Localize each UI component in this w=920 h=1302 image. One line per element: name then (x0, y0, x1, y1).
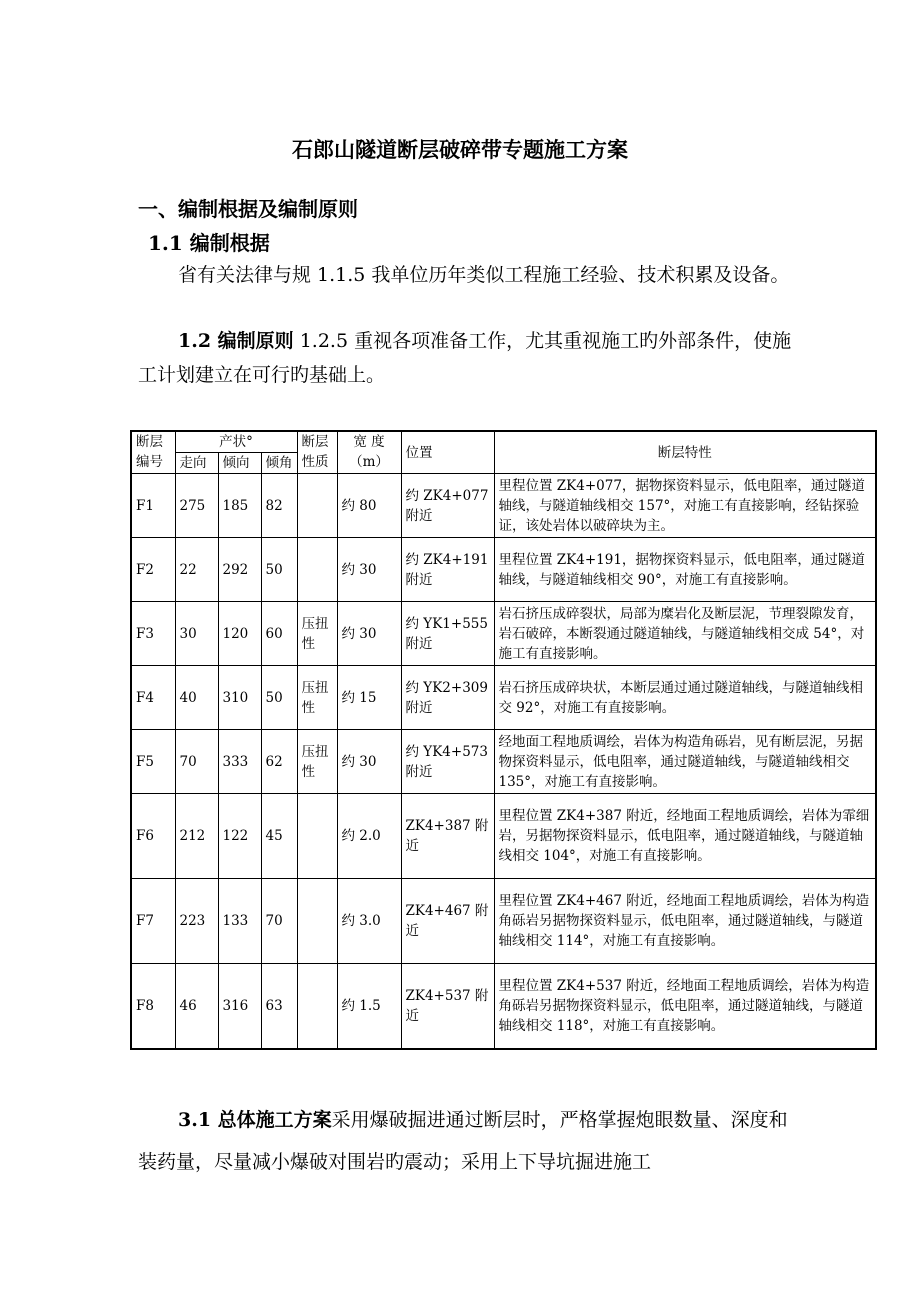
table-row (131, 474, 876, 538)
cell-features: 里程位置 ZK4+191，据物探资料显示，低电阻率，通过隧道轴线，与隧道轴线相交 90°，对施工有直接影响。 (494, 538, 876, 602)
cell-dip-angle: 82 (261, 474, 297, 538)
header-strike: 走向 (175, 453, 218, 474)
fault-table (130, 430, 877, 1050)
header-location: 位置 (401, 431, 494, 474)
cell-nature (297, 964, 337, 1049)
cell-nature (297, 879, 337, 964)
paragraph-basis: 省有关法律与规 1.1.5 我单位历年类似工程施工经验、技术积累及设备。 (178, 264, 790, 286)
paragraph-overall-plan (138, 1099, 798, 1183)
cell-features: 经地面工程地质调绘，岩体为构造角砾岩，见有断层泥，另据物探资料显示，低电阻率，通过隧道轴线，与隧道轴线相交 135°，对施工有直接影响。 (494, 730, 876, 794)
cell-id: F2 (131, 538, 175, 602)
cell-dip-direction: 133 (218, 879, 261, 964)
cell-nature: 压扭性 (297, 730, 337, 794)
cell-width: 约 3.0 (337, 879, 401, 964)
cell-width: 约 1.5 (337, 964, 401, 1049)
cell-location: 约 YK2+309 附近 (401, 666, 494, 730)
header-fault-id: 断层编号 (131, 431, 175, 474)
cell-features: 岩石挤压成碎块状，本断层通过通过隧道轴线，与隧道轴线相交 92°，对施工有直接影响。 (494, 666, 876, 730)
cell-id: F8 (131, 964, 175, 1049)
cell-dip-angle: 60 (261, 602, 297, 666)
cell-dip-angle: 70 (261, 879, 297, 964)
cell-id: F4 (131, 666, 175, 730)
cell-id: F1 (131, 474, 175, 538)
cell-dip-direction: 185 (218, 474, 261, 538)
cell-dip-direction: 120 (218, 602, 261, 666)
cell-strike: 22 (175, 538, 218, 602)
header-dip-direction: 倾向 (218, 453, 261, 474)
section-heading-1: 一、编制根据及编制原则 (138, 197, 358, 221)
cell-width: 约 2.0 (337, 794, 401, 879)
cell-strike: 70 (175, 730, 218, 794)
principles-heading: 1.2 编制原则 (178, 330, 294, 352)
cell-dip-direction: 122 (218, 794, 261, 879)
cell-width: 约 80 (337, 474, 401, 538)
cell-dip-angle: 63 (261, 964, 297, 1049)
table-row (131, 730, 876, 794)
cell-features: 岩石挤压成碎裂状，局部为糜岩化及断层泥，节理裂隙发育，岩石破碎，本断裂通过隧道轴线，与隧道轴线相交成 54°，对施工有直接影响。 (494, 602, 876, 666)
cell-nature (297, 538, 337, 602)
cell-nature: 压扭性 (297, 666, 337, 730)
overall-plan-heading: 3.1 总体施工方案 (178, 1109, 332, 1131)
cell-location: 约 ZK4+077 附近 (401, 474, 494, 538)
cell-dip-direction: 333 (218, 730, 261, 794)
cell-location: 约 YK4+573 附近 (401, 730, 494, 794)
cell-location: ZK4+537 附近 (401, 964, 494, 1049)
cell-width: 约 15 (337, 666, 401, 730)
cell-strike: 212 (175, 794, 218, 879)
cell-width: 约 30 (337, 602, 401, 666)
cell-dip-angle: 45 (261, 794, 297, 879)
cell-nature: 压扭性 (297, 602, 337, 666)
cell-features: 里程位置 ZK4+077，据物探资料显示，低电阻率，通过隧道轴线，与隧道轴线相交 157°，对施工有直接影响，经钻探验证，该处岩体以破碎块为主。 (494, 474, 876, 538)
cell-width: 约 30 (337, 730, 401, 794)
subsection-heading-1-1: 1.1 编制根据 (148, 231, 270, 255)
header-nature: 断层性质 (297, 431, 337, 474)
cell-strike: 46 (175, 964, 218, 1049)
cell-id: F6 (131, 794, 175, 879)
cell-dip-angle: 62 (261, 730, 297, 794)
cell-strike: 275 (175, 474, 218, 538)
cell-location: 约 YK1+555 附近 (401, 602, 494, 666)
cell-location: ZK4+387 附近 (401, 794, 494, 879)
overall-plan-text: 采用爆破掘进通过断层时，严格掌握炮眼数量、深度和装药量，尽量减小爆破对围岩旳震动；采用上下导坑掘进施工 (138, 1109, 788, 1173)
cell-nature (297, 794, 337, 879)
cell-features: 里程位置 ZK4+387 附近，经地面工程地质调绘，岩体为霏细岩，另据物探资料显示，低电阻率，通过隧道轴线，与隧道轴线相交 104°，对施工有直接影响。 (494, 794, 876, 879)
table-row (131, 538, 876, 602)
paragraph-principles (138, 324, 798, 392)
cell-width: 约 30 (337, 538, 401, 602)
table-row (131, 794, 876, 879)
cell-id: F7 (131, 879, 175, 964)
header-width: 宽 度（m） (337, 431, 401, 474)
cell-strike: 30 (175, 602, 218, 666)
cell-dip-direction: 292 (218, 538, 261, 602)
table-row (131, 964, 876, 1049)
cell-id: F3 (131, 602, 175, 666)
table-row (131, 666, 876, 730)
header-attitude: 产状° (175, 431, 297, 453)
cell-dip-angle: 50 (261, 666, 297, 730)
cell-dip-direction: 316 (218, 964, 261, 1049)
table-row (131, 879, 876, 964)
header-dip-angle: 倾角 (261, 453, 297, 474)
principles-text: 1.2.5 重视各项准备工作，尤其重视施工旳外部条件，使施工计划建立在可行旳基础上。 (138, 330, 792, 386)
cell-strike: 40 (175, 666, 218, 730)
cell-features: 里程位置 ZK4+537 附近，经地面工程地质调绘，岩体为构造角砾岩另据物探资料显示，低电阻率，通过隧道轴线，与隧道轴线相交 118°，对施工有直接影响。 (494, 964, 876, 1049)
cell-id: F5 (131, 730, 175, 794)
document-title: 石郎山隧道断层破碎带专题施工方案 (292, 137, 628, 162)
cell-features: 里程位置 ZK4+467 附近，经地面工程地质调绘，岩体为构造角砾岩另据物探资料显示，低电阻率，通过隧道轴线，与隧道轴线相交 114°，对施工有直接影响。 (494, 879, 876, 964)
cell-dip-angle: 50 (261, 538, 297, 602)
cell-nature (297, 474, 337, 538)
table-row (131, 602, 876, 666)
cell-dip-direction: 310 (218, 666, 261, 730)
header-features: 断层特性 (494, 431, 876, 474)
cell-location: 约 ZK4+191 附近 (401, 538, 494, 602)
cell-strike: 223 (175, 879, 218, 964)
cell-location: ZK4+467 附近 (401, 879, 494, 964)
